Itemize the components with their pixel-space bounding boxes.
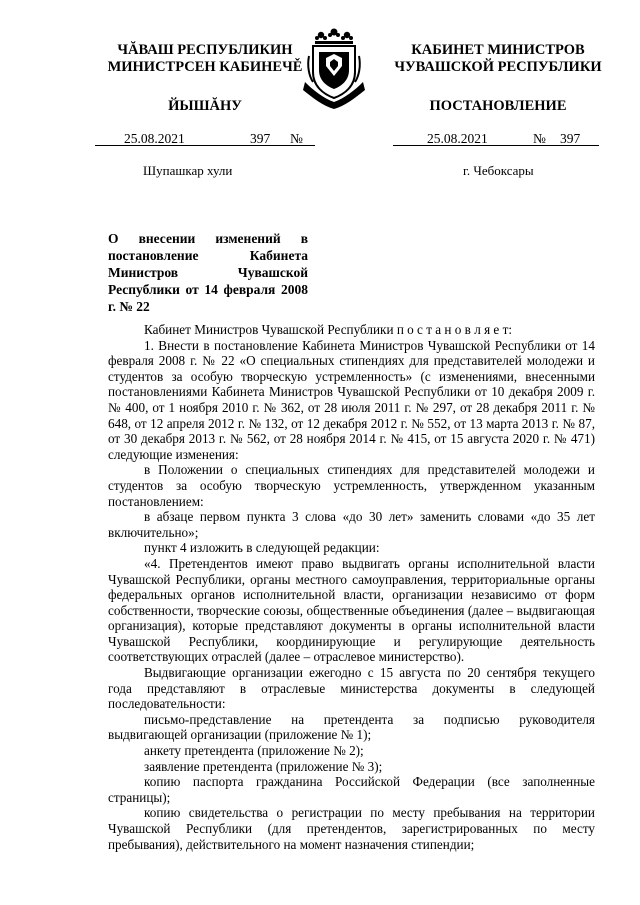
header-left-authority: [95, 42, 315, 76]
body-paragraph: заявление претендента (приложение № 3);: [144, 758, 383, 774]
right-place: г. Чебоксары: [463, 163, 534, 178]
body-paragraph: пункт 4 изложить в следующей редакции:: [144, 540, 380, 556]
body-paragraph: Кабинет Министров Чувашской Республики п о с т а н о в л я е т:: [144, 322, 513, 337]
document-title: О внесении изменений в постановление Кабинета Министров Чувашской Республики от 14 февраля 2008 г. № 22: [108, 231, 308, 314]
document-body: [108, 322, 595, 852]
doc-type-left: ЙЫШĂНУ: [168, 98, 242, 114]
header-right-line1: КАБИНЕТ МИНИСТРОВ: [411, 42, 585, 58]
right-date: 25.08.2021: [427, 131, 488, 146]
header-right-authority: [383, 42, 613, 76]
left-place: Шупашкар хули: [143, 163, 233, 178]
right-number-sign: №: [533, 131, 546, 146]
body-paragraph: анкету претендента (приложение № 2);: [144, 743, 364, 759]
left-number-sign: №: [290, 131, 303, 146]
body-paragraph: 1. Внести в постановление Кабинета Министров Чувашской Республики от 14 февраля 2008 г. № 22 «О специальных стипендиях для представителей молодежи и студентов за особую творческую устремленность» (с изменениями, внесенными постановлениями Кабинета Министров Чувашской Республики от 10 декабря 2009 г. № 400, от 1 ноября 2010 г. № 362, от 28 июля 2011 г. № 297, от 28 декабря 2011 г. № 648, от 12 апреля 2012 г. № 132, от 12 декабря 2012 г. № 552, от 13 марта 2013 г. № 87, от 30 декабря 2013 г. № 562, от 28 ноября 2014 г. № 415, от 15 августа 2020 г. № 471) следующие изменения:: [108, 337, 595, 462]
body-paragraph: письмо-представление на претендента за подписью руководителя выдвигающей организации (приложение № 1);: [108, 711, 595, 743]
left-date: 25.08.2021: [124, 131, 185, 146]
header-right-line2: ЧУВАШСКОЙ РЕСПУБЛИКИ: [394, 59, 602, 75]
coat-of-arms-icon: [299, 26, 369, 110]
doc-type-right: ПОСТАНОВЛЕНИЕ: [429, 98, 567, 114]
body-paragraph: в Положении о специальных стипендиях для представителей молодежи и студентов за особую творческую устремленность, утвержденном указанным постановлением:: [108, 462, 595, 509]
body-paragraph: Выдвигающие организации ежегодно с 15 августа по 20 сентября текущего года представляют в отраслевые министерства документы в следующей последовательности:: [108, 665, 595, 712]
body-paragraph: копию свидетельства о регистрации по месту пребывания на территории Чувашской Республики (для претендентов, зарегистрированных по месту пребывания), действительного на момент назначения стипендии;: [108, 805, 595, 852]
header-left-line1: ЧĂВАШ РЕСПУБЛИКИН: [117, 42, 293, 58]
left-number: 397: [250, 131, 271, 146]
body-paragraph: в абзаце первом пункта 3 слова «до 30 лет» заменить словами «до 35 лет включительно»;: [108, 509, 595, 540]
body-paragraph: копию паспорта гражданина Российской Федерации (все заполненные страницы);: [108, 774, 595, 805]
right-number: 397: [560, 131, 581, 146]
body-paragraph: «4. Претендентов имеют право выдвигать органы исполнительной власти Чувашской Республики, органы местного самоуправления, территориальные органы федеральных органов исполнительной власти, организации независимо от форм собственности, творческие союзы, общественные объединения (далее – выдвигающая организация), которые представляют документы в органы исполнительной власти Чувашской Республики, координирующие и регулирующие деятельность соответствующих отраслей (далее – отраслевое министерство).: [108, 555, 595, 665]
header-left-line2: МИНИСТРСЕН КАБИНЕЧĚ: [107, 59, 303, 75]
